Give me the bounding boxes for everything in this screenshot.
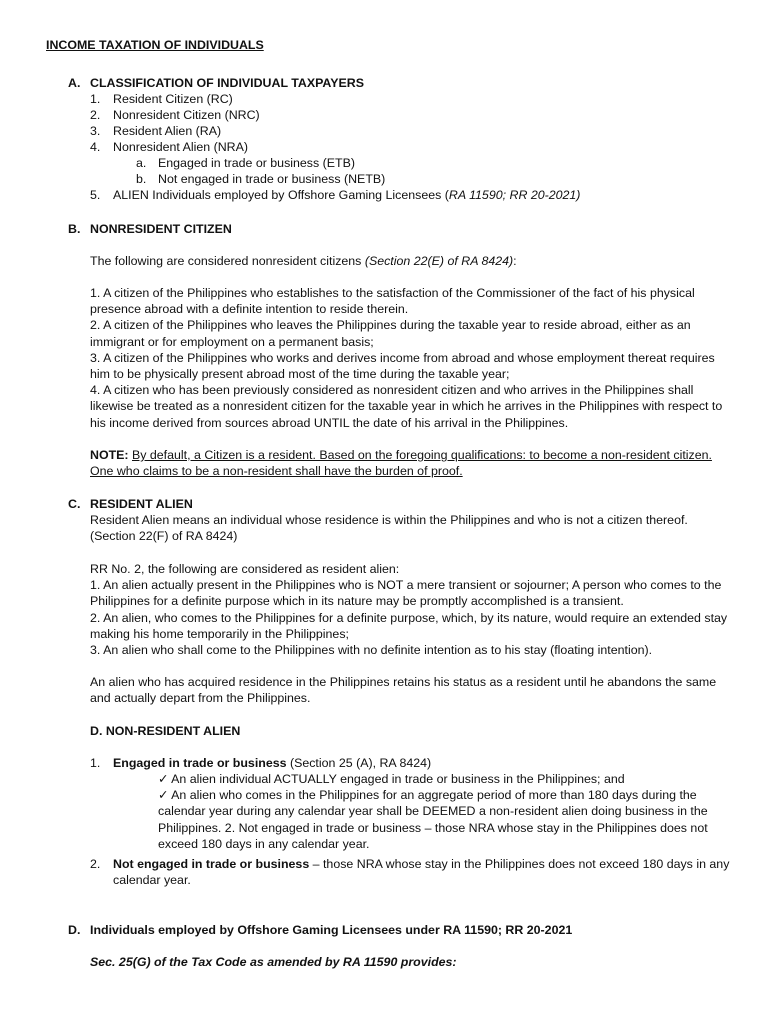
list-item: 1. Engaged in trade or business (Section 25 (A), RA 8424): [90, 756, 432, 770]
section-b-paragraphs: [90, 285, 730, 431]
section-b-heading: B. NONRESIDENT CITIZEN: [68, 222, 232, 236]
paragraph: RR No. 2, the following are considered as resident alien:: [90, 562, 400, 576]
section-a-heading: [68, 75, 364, 91]
paragraph: 1. A citizen of the Philippines who establishes to the satisfaction of the Commissioner of the fact of his physical presence abroad with a definite intention to reside therein.: [90, 286, 695, 317]
paragraph: 2. An alien, who comes to the Philippines for a definite purpose, which, by its nature, would require an extended stay making his home temporarily in the Philippines;: [90, 610, 728, 641]
section-a-title: CLASSIFICATION OF INDIVIDUAL TAXPAYERS: [90, 76, 364, 90]
paragraph: 3. An alien who shall come to the Philippines with no definite intention as to his stay (floating intention).: [90, 643, 653, 658]
section-c-heading: C. RESIDENT ALIEN: [68, 497, 193, 511]
paragraph: 4. A citizen who has been previously considered as nonresident citizen and who arrives in the Philippines shall likewise be treated as a nonresident citizen for the taxable year in which he arrives in the Philippines with respect to his income derived from sources abroad UNTIL the date of his arrival in the Philippines.: [90, 383, 723, 430]
section-a-letter: A.: [68, 76, 81, 90]
check-item: ✓ An alien who comes in the Philippines for an aggregate period of more than 180 days during the calendar year during any calendar year shall be DEEMED a non-resident alien doing business in the Philippines. 2. Not engaged in trade or business – those NRA whose stay in the Philippines does not exceed 180 days in any calendar year.: [158, 788, 708, 851]
list-item: 2. Nonresident Citizen (NRC): [90, 108, 260, 122]
list-subitem: a. Engaged in trade or business (ETB): [136, 156, 355, 170]
section-d2-heading: D. Individuals employed by Offshore Gaming Licensees under RA 11590; RR 20-2021: [68, 923, 573, 937]
section-c-definition: Resident Alien means an individual whose residence is within the Philippines and who is not a citizen thereof. (Section 22(F) of RA 8424): [90, 513, 688, 544]
section-d2-sub: Sec. 25(G) of the Tax Code as amended by RA 11590 provides:: [90, 955, 457, 969]
section-c-closing: An alien who has acquired residence in the Philippines retains his status as a resident until he abandons the same and actually depart from the Philippines.: [90, 675, 717, 706]
section-c-rr: [90, 561, 730, 658]
checklist: [158, 771, 713, 852]
note-text: By default, a Citizen is a resident. Based on the foregoing qualifications: to become a non-resident citizen. One who claims to be a non-resident shall have the burden of proof.: [90, 448, 712, 479]
list-item: 5. ALIEN Individuals employed by Offshore Gaming Licensees (RA 11590; RR 20-2021): [90, 188, 581, 202]
list-item: 1. Resident Citizen (RC): [90, 92, 233, 106]
section-b-intro: The following are considered nonresident citizens (Section 22(E) of RA 8424):: [90, 254, 517, 268]
document-title: INCOME TAXATION OF INDIVIDUALS: [46, 38, 264, 52]
check-item: ✓ An alien individual ACTUALLY engaged in trade or business in the Philippines; and: [158, 772, 625, 786]
list-item: 2. Not engaged in trade or business – those NRA whose stay in the Philippines does not exceed 180 days in any calendar year.: [90, 857, 730, 888]
note-label: NOTE:: [90, 448, 129, 462]
paragraph: 2. A citizen of the Philippines who leaves the Philippines during the taxable year to reside abroad, either as an immigrant or for employment on a permanent basis;: [90, 318, 691, 349]
section-b-note: [90, 447, 730, 479]
list-subitem: b. Not engaged in trade or business (NETB): [136, 172, 386, 186]
section-d-heading: D. NON-RESIDENT ALIEN: [90, 724, 241, 738]
paragraph: 1. An alien actually present in the Philippines who is NOT a mere transient or sojourner; A person who comes to the Philippines for a definite purpose which in its nature may be promptly accomplished is a transient.: [90, 578, 722, 609]
paragraph: 3. A citizen of the Philippines who works and derives income from abroad and whose employment thereat requires him to be physically present abroad most of the time during the taxable year;: [90, 350, 715, 382]
list-item: 4. Nonresident Alien (NRA): [90, 140, 248, 154]
list-item: 3. Resident Alien (RA): [90, 124, 222, 138]
